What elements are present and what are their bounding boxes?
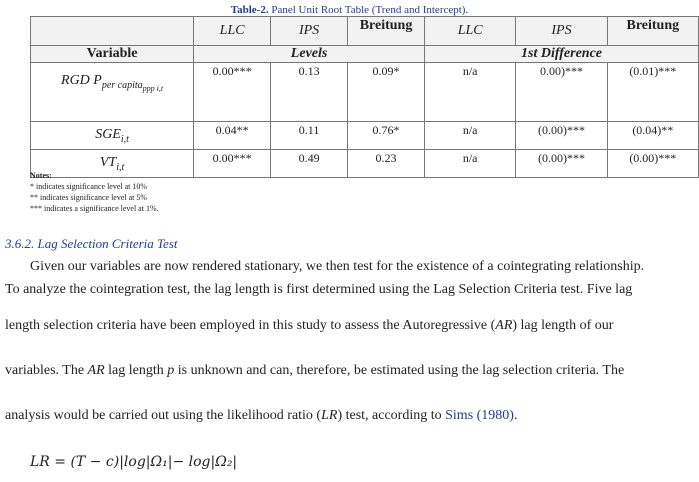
- cell-value: 0.23: [348, 150, 425, 178]
- header-breitung-diff: Breitung: [607, 17, 698, 46]
- notes-heading: Notes:: [30, 171, 52, 180]
- cell-value: 0.11: [271, 122, 348, 150]
- row-label-rgdp: RGD $P_{per capita_{ppp i,t}}$: [31, 63, 194, 122]
- cell-value: n/a: [425, 63, 516, 122]
- note-line: ** indicates significance level at 5%: [30, 193, 148, 202]
- note-line: *** indicates a significance level at 1%.: [30, 204, 159, 213]
- paragraph-line-5: analysis would be carried out using the likelihood ratio (LR) test, according to Sims (1980).: [5, 408, 518, 423]
- header-llc-levels: LLC: [194, 17, 271, 46]
- header-llc-diff: LLC: [425, 17, 516, 46]
- cell-value: 0.76*: [348, 122, 425, 150]
- header-ips-diff: IPS: [516, 17, 607, 46]
- header-ips-levels: IPS: [271, 17, 348, 46]
- paragraph-line-3: length selection criteria have been employed in this study to assess the Autoregressive (AR) lag length of our: [5, 318, 614, 333]
- header-breitung-levels: Breitung: [348, 17, 425, 46]
- cell-value: 0.09*: [348, 63, 425, 122]
- header-levels: Levels: [194, 46, 425, 63]
- table-caption-text: Panel Unit Root Table (Trend and Intercept).: [268, 4, 469, 16]
- likelihood-ratio-equation: LR = (T − c)|log|Ω₁|− log|Ω₂|: [30, 454, 238, 470]
- note-line: * indicates significance level at 10%: [30, 182, 148, 191]
- cell-value: 0.49: [271, 150, 348, 178]
- cell-value: 0.04**: [194, 122, 271, 150]
- cell-value: (0.01)***: [607, 63, 698, 122]
- table-caption: [0, 4, 699, 16]
- cell-value: 0.13: [271, 63, 348, 122]
- cell-value: (0.00)***: [516, 122, 607, 150]
- panel-unit-root-table: [30, 16, 699, 178]
- row-label-vt: $VT_{i,t}$: [31, 150, 194, 178]
- cell-value: (0.00)***: [516, 150, 607, 178]
- cell-value: (0.00)***: [607, 150, 698, 178]
- paragraph-line-2: To analyze the cointegration test, the lag length is first determined using the Lag Selection Criteria test. Five lag: [5, 282, 633, 297]
- cell-value: 0.00***: [194, 63, 271, 122]
- cell-value: 0.00)***: [516, 63, 607, 122]
- cell-value: 0.00***: [194, 150, 271, 178]
- row-label-sge: $SGE_{i,t}$: [31, 122, 194, 150]
- cell-value: (0.04)**: [607, 122, 698, 150]
- cell-value: n/a: [425, 122, 516, 150]
- header-row-tests: [31, 17, 699, 46]
- table-caption-number: Table-2.: [230, 4, 269, 16]
- paragraph-line-4: variables. The AR lag length p is unknown and can, therefore, be estimated using the lag selection criteria. The: [5, 363, 625, 378]
- citation-link-sims[interactable]: Sims (1980): [445, 408, 514, 423]
- table-row: [31, 63, 699, 122]
- header-first-difference: 1st Difference: [425, 46, 699, 63]
- header-variable: Variable: [31, 46, 194, 63]
- header-row-groups: [31, 46, 699, 63]
- section-heading: 3.6.2. Lag Selection Criteria Test: [5, 236, 178, 251]
- table-row: [31, 122, 699, 150]
- header-blank: [31, 17, 194, 46]
- paragraph-line-1: Given our variables are now rendered stationary, we then test for the existence of a cointegrating relationship.: [30, 259, 645, 274]
- cell-value: n/a: [425, 150, 516, 178]
- table-notes: [30, 170, 159, 214]
